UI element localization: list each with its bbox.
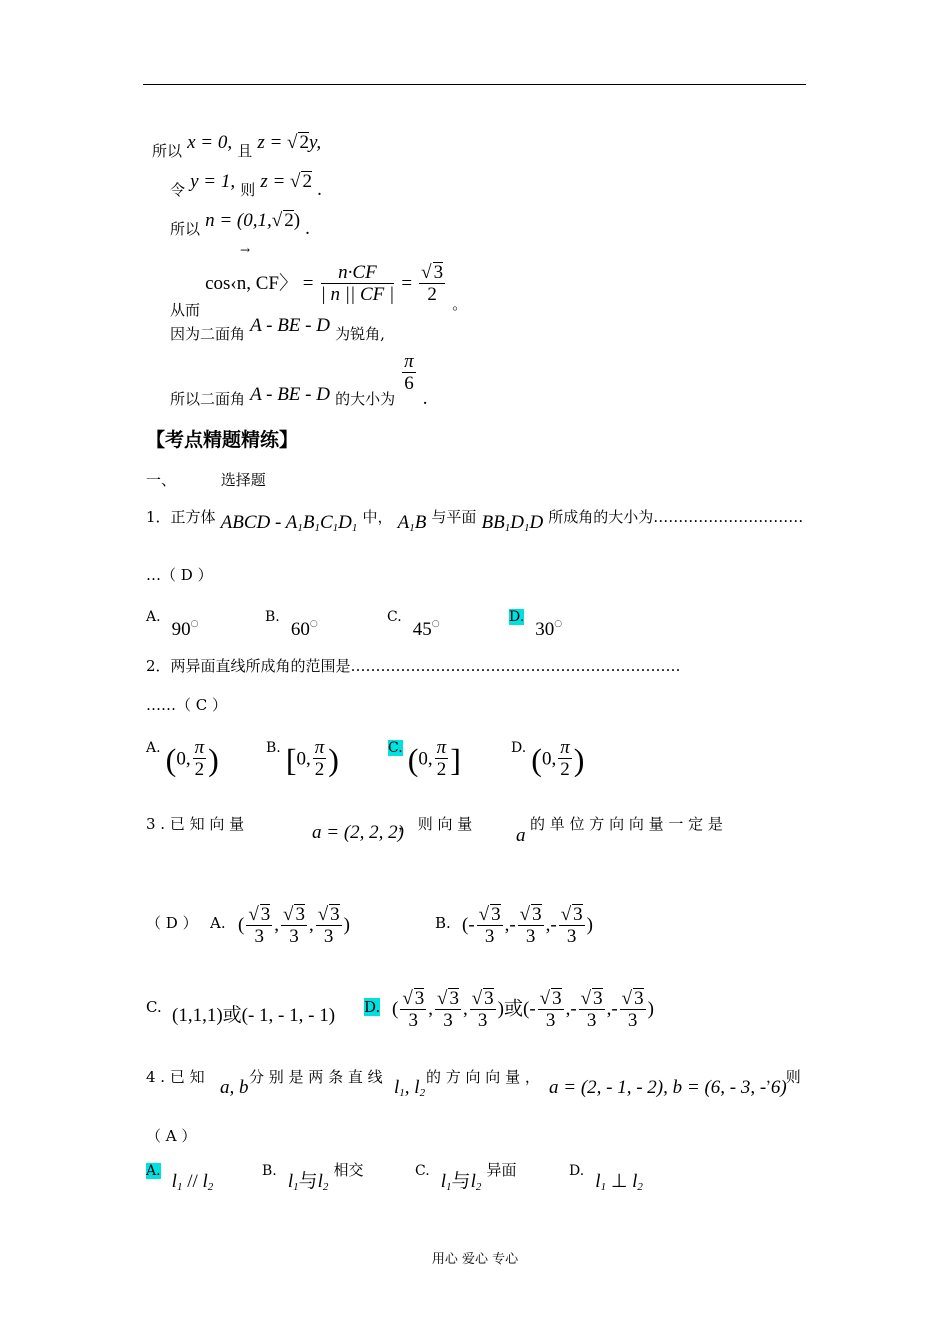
page-footer: 用心 爱心 专心 bbox=[431, 1252, 519, 1267]
q3-option-d: ( $\frac{√ 3}{3}$ , $\frac{√ 3}{3}$ , $\frac{√ 3}{3}$ )或(- $\frac{√ 3}{3}$ ,- $\frac{√ 3}{3}$ ,- $\frac{√ 3}{3}$ ) bbox=[392, 988, 654, 1031]
solution-line-4: 从而 cos‹n, CF〉 = $\frac{n\cdot CF}{| n || CF |}$ = $\frac{√ 3}{2}$ 。 bbox=[170, 261, 468, 319]
q1-option-c: C. $45_○$ bbox=[387, 609, 440, 640]
q4-vectors: a = (2, - 1, - 2), b = (6, - 3, - 6) bbox=[549, 1077, 787, 1098]
solution-line-5: 因为二面角 A - BE - D 为锐角, bbox=[170, 315, 385, 343]
q1-stem: 1．正方体 ABCD - $A_1B_1C_1D_1$ 中， $A_1B$ 与平面 $BB_1D_1D$ 所成角的大小为………………………… bbox=[146, 508, 804, 534]
q1-option-a: A. $90_○$ bbox=[146, 609, 199, 640]
q3-option-c-label: C. bbox=[146, 998, 162, 1016]
q2-answer: ……（ C ） bbox=[146, 696, 228, 714]
q4-option-b: B. $l_1$与$l_2$ 相交 bbox=[262, 1161, 364, 1193]
q4-option-d: D. $l_1$ ⊥ $l_2$ bbox=[569, 1163, 643, 1193]
section-title: 【考点精题精练】 bbox=[146, 429, 299, 451]
q2-option-b: B. [0, $\frac{\pi}{2}$ ) bbox=[266, 737, 339, 780]
q3-stem-c: 的 单 位 方 向 向 量 一 定 是 bbox=[530, 815, 723, 833]
q1-option-b: B. $60_○$ bbox=[265, 609, 318, 640]
q3-option-a-label: A. bbox=[210, 914, 226, 932]
cos-fraction: $\frac{n\cdot CF}{| n || CF |}$ bbox=[320, 261, 395, 305]
q1-option-d: D. $30_○$ bbox=[509, 609, 563, 640]
q3-answer: （ D ） bbox=[146, 914, 198, 932]
q1-answer: …（ D ） bbox=[146, 566, 213, 584]
solution-line-2: 令 y = 1, 则 z = √ 2 . bbox=[170, 171, 322, 200]
q3-option-b-label: B. bbox=[435, 914, 451, 932]
q4-stem-b: 分 别 是 两 条 直 线 bbox=[249, 1068, 383, 1086]
q4-lines: $l_1$, $l_2$ bbox=[394, 1077, 426, 1099]
q4-answer: （ A ） bbox=[146, 1127, 197, 1145]
q4-option-c: C. $l_1$与$l_2$ 异面 bbox=[415, 1161, 517, 1193]
degree-icon: ○ bbox=[554, 619, 563, 629]
degree-icon: ○ bbox=[309, 619, 318, 629]
vector-arrow-icon: → bbox=[240, 243, 251, 257]
pi-over-6: $\frac{\pi}{6}$ bbox=[404, 351, 414, 394]
q2-option-a: A. (0, $\frac{\pi}{2}$ ) bbox=[146, 737, 219, 780]
q3-vector: a = (2, 2, 2) bbox=[312, 822, 404, 843]
q3-var: a bbox=[516, 825, 526, 846]
sqrt3-over-2: $\frac{√ 3}{2}$ bbox=[421, 262, 444, 305]
solution-line-1: 所以 x = 0, 且 z = √ 2y, bbox=[152, 132, 322, 160]
degree-icon: ○ bbox=[190, 619, 199, 629]
q2-option-c: C. (0, $\frac{\pi}{2}$ ] bbox=[388, 737, 461, 780]
solution-line-6: 所以二面角 A - BE - D 的大小为 $\frac{\pi}{6}$ . bbox=[170, 351, 428, 409]
q4-vars: a, b bbox=[220, 1077, 249, 1098]
q4-stem-a: 4 . 已 知 bbox=[146, 1068, 205, 1086]
q3-stem-b: ， 则 向 量 bbox=[398, 815, 473, 833]
degree-icon: ○ bbox=[431, 619, 440, 629]
q3-stem-a: 3 . 已 知 向 量 bbox=[146, 815, 245, 833]
q2-option-d: D. (0, $\frac{\pi}{2}$ ) bbox=[511, 737, 585, 780]
header-rule bbox=[143, 84, 806, 85]
q3-option-d-label: D. bbox=[364, 998, 381, 1016]
solution-line-3: 所以 n = (0,1,√ 2) . bbox=[170, 210, 310, 239]
q3-option-b: (- $\frac{√ 3}{3}$ ,- $\frac{√ 3}{3}$ ,- $\frac{√ 3}{3}$ ) bbox=[462, 904, 593, 947]
q4-stem-d: ， 则 bbox=[766, 1068, 801, 1086]
q2-stem: 2．两异面直线所成角的范围是………………………………………………………… bbox=[146, 657, 681, 675]
subsection-heading: 一、 选择题 bbox=[146, 471, 266, 489]
q3-option-a: ( $\frac{√ 3}{3}$ , $\frac{√ 3}{3}$ , $\frac{√ 3}{3}$ ) bbox=[238, 904, 350, 947]
q3-option-c: (1,1,1)或(- 1, - 1, - 1) bbox=[172, 1005, 336, 1026]
q4-stem-c: 的 方 向 向 量 ， bbox=[426, 1068, 540, 1086]
q4-option-a: A. $l_1 // l_2$ bbox=[146, 1163, 214, 1193]
